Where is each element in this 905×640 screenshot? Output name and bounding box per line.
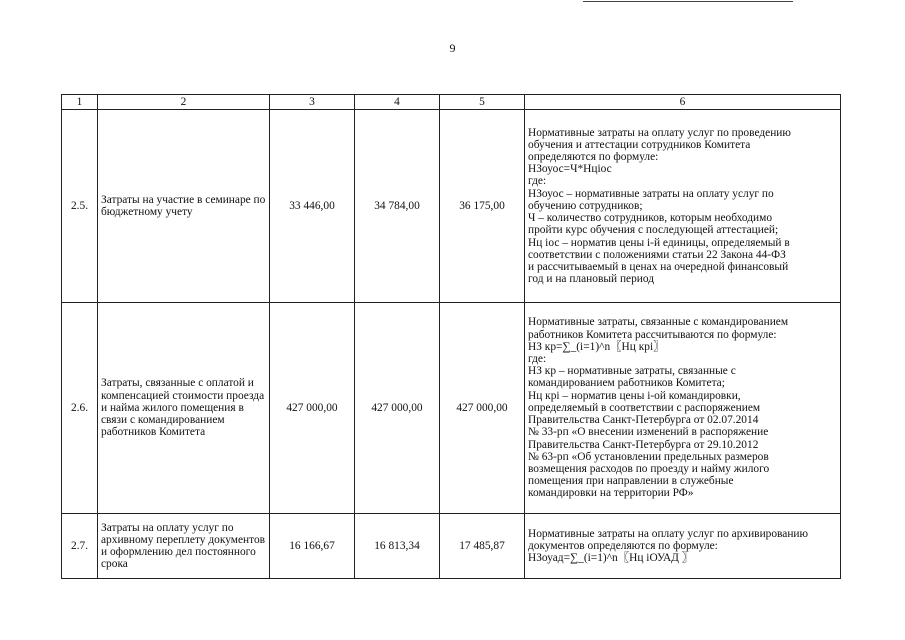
description-line: Нормативные затраты на оплату услуг по проведению: [528, 126, 791, 139]
description-line: где:: [528, 353, 547, 366]
description-line: № 63-рп «Об установлении предельных размеров: [528, 450, 769, 463]
cost-description: [525, 303, 841, 514]
cost-description: [525, 514, 841, 579]
table-row: [62, 514, 841, 579]
cost-item-name: Затраты на оплату услуг по архивному переплету документов и оформлению дел постоянного срока: [98, 514, 270, 579]
cost-table: [61, 94, 841, 579]
cost-item-name: Затраты, связанные с оплатой и компенсацией стоимости проезда и найма жилого помещения в связи с командированием работников Комитета: [98, 303, 270, 514]
header-row: [62, 95, 841, 110]
description-line: Нормативные затраты, связанные с командированием: [528, 316, 789, 329]
description-line: где:: [528, 175, 547, 188]
amount-year-3: 36 175,00: [440, 110, 525, 303]
formula-line: НЗ кр=∑_(i=1)^n〖Нц крі〗: [528, 340, 665, 353]
description-line: обучению сотрудников;: [528, 199, 643, 212]
description-text: Нормативные затраты на оплату услуг по архивированию документов определяются по формуле:: [528, 527, 809, 552]
description-line: работников Комитета рассчитываются по формуле:: [528, 328, 777, 341]
description-line: и рассчитываемый в ценах на очередной финансовый: [528, 260, 789, 273]
description-line: Нц крі – норматив цены і-ой командировки,: [528, 389, 741, 402]
row-number: 2.6.: [62, 303, 98, 514]
page-number: 9: [449, 41, 456, 55]
description-line: соответствии с положениями статьи 22 Закона 44-ФЗ: [528, 248, 786, 261]
row-number: 2.7.: [62, 514, 98, 579]
header-cell-5: 5: [440, 95, 525, 110]
description-line: определяются по формуле:: [528, 151, 659, 164]
description-line: Правительства Санкт-Петербурга от 02.07.2014: [528, 414, 759, 427]
description-line: год и на плановый период: [528, 273, 655, 286]
amount-year-3: 427 000,00: [440, 303, 525, 514]
description-line: пройти курс обучения с последующей аттестацией;: [528, 224, 779, 237]
description-line: НЗоуос – нормативные затраты на оплату услуг по: [528, 187, 774, 200]
description-line: помещения при направлении в служебные: [528, 475, 734, 488]
description-line: обучения и аттестации сотрудников Комитета: [528, 138, 751, 151]
amount-year-2: 34 784,00: [355, 110, 440, 303]
table-row: [62, 303, 841, 514]
header-cell-1: 1: [62, 95, 98, 110]
description-line: Нц іос – норматив цены і-й единицы, определяемый в: [528, 236, 790, 249]
formula-line: НЗоуад=∑_(i=1)^n〖Нц іОУАД 〗: [528, 552, 694, 565]
description-line: возмещения расходов по проезду и найму жилого: [528, 462, 770, 475]
header-cell-4: 4: [355, 95, 440, 110]
description-line: командировки на территории РФ»: [528, 487, 694, 500]
description-line: Правительства Санкт-Петербурга от 29.10.2012: [528, 438, 759, 451]
description-line: НЗ кр – нормативные затраты, связанные с: [528, 365, 736, 378]
description-line: Ч – количество сотрудников, которым необходимо: [528, 212, 773, 225]
description-line: командированием работников Комитета;: [528, 377, 725, 390]
cost-item-name: Затраты на участие в семинаре по бюджетному учету: [98, 110, 270, 303]
header-cell-3: 3: [270, 95, 355, 110]
table-row: [62, 110, 841, 303]
amount-year-2: 427 000,00: [355, 303, 440, 514]
amount-year-1: 33 446,00: [270, 110, 355, 303]
amount-year-3: 17 485,87: [440, 514, 525, 579]
description-line: определяемый в соответствии с распоряжением: [528, 401, 761, 414]
top-rule: [583, 1, 793, 2]
header-cell-2: 2: [98, 95, 270, 110]
formula-line: НЗоуос=Ч*Нціос: [528, 163, 612, 176]
amount-year-1: 16 166,67: [270, 514, 355, 579]
header-cell-6: 6: [525, 95, 841, 110]
amount-year-2: 16 813,34: [355, 514, 440, 579]
row-number: 2.5.: [62, 110, 98, 303]
amount-year-1: 427 000,00: [270, 303, 355, 514]
cost-description: [525, 110, 841, 303]
description-line: № 33-рп «О внесении изменений в распоряжение: [528, 426, 769, 439]
